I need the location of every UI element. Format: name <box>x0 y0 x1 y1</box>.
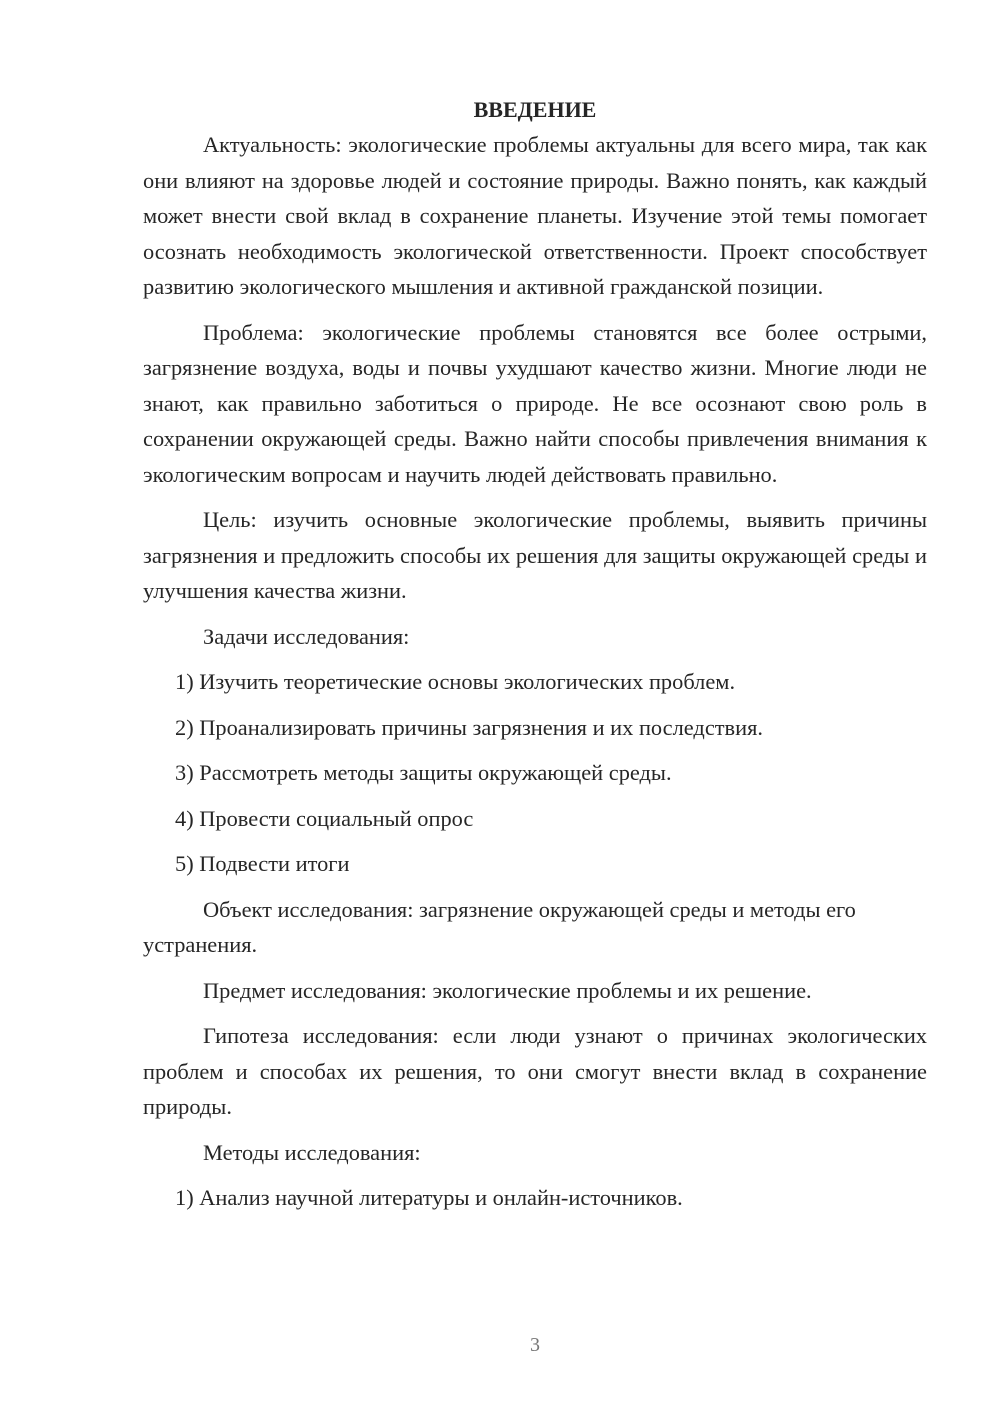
page-number: 3 <box>530 1334 540 1356</box>
tasks-heading: Задачи исследования: <box>203 623 410 649</box>
document-page <box>143 92 927 1226</box>
subject-paragraph: Предмет исследования: экологические проблемы и их решение. <box>203 977 812 1003</box>
object-paragraph: Объект исследования: загрязнение окружающей среды и методы его устранения. <box>143 896 856 957</box>
method-item: 1) Анализ научной литературы и онлайн-источников. <box>175 1185 683 1210</box>
page-title: ВВЕДЕНИЕ <box>473 97 597 122</box>
problem-paragraph: Проблема: экологические проблемы становятся все более острыми, загрязнение воздуха, воды и почвы ухудшают качество жизни. Многие люди не знают, как правильно заботиться о природе. Не все осознают свою роль в сохранении окружающей среды. Важно найти способы привлечения внимания к экологическим вопросам и научить людей действовать правильно. <box>143 319 927 487</box>
hypothesis-paragraph: Гипотеза исследования: если люди узнают о причинах экологических проблем и способах их решения, то они смогут внести вклад в сохранение природы. <box>143 1023 927 1119</box>
task-item: 4) Провести социальный опрос <box>175 805 474 831</box>
task-item: 3) Рассмотреть методы защиты окружающей среды. <box>175 760 672 785</box>
task-item: 2) Проанализировать причины загрязнения и их последствия. <box>175 714 763 740</box>
goal-paragraph: Цель: изучить основные экологические проблемы, выявить причины загрязнения и предложить способы их решения для защиты окружающей среды и улучшения качества жизни. <box>143 507 927 603</box>
task-item: 5) Подвести итоги <box>175 851 350 876</box>
methods-heading: Методы исследования: <box>203 1139 421 1165</box>
relevance-paragraph: Актуальность: экологические проблемы актуальны для всего мира, так как они влияют на здоровье людей и состояние природы. Важно понять, как каждый может внести свой вклад в сохранение планеты. Изучение этой темы помогает осознать необходимость экологической ответственности. Проект способствует развитию экологического мышления и активной гражданской позиции. <box>143 132 927 299</box>
task-item: 1) Изучить теоретические основы экологических проблем. <box>175 669 736 694</box>
